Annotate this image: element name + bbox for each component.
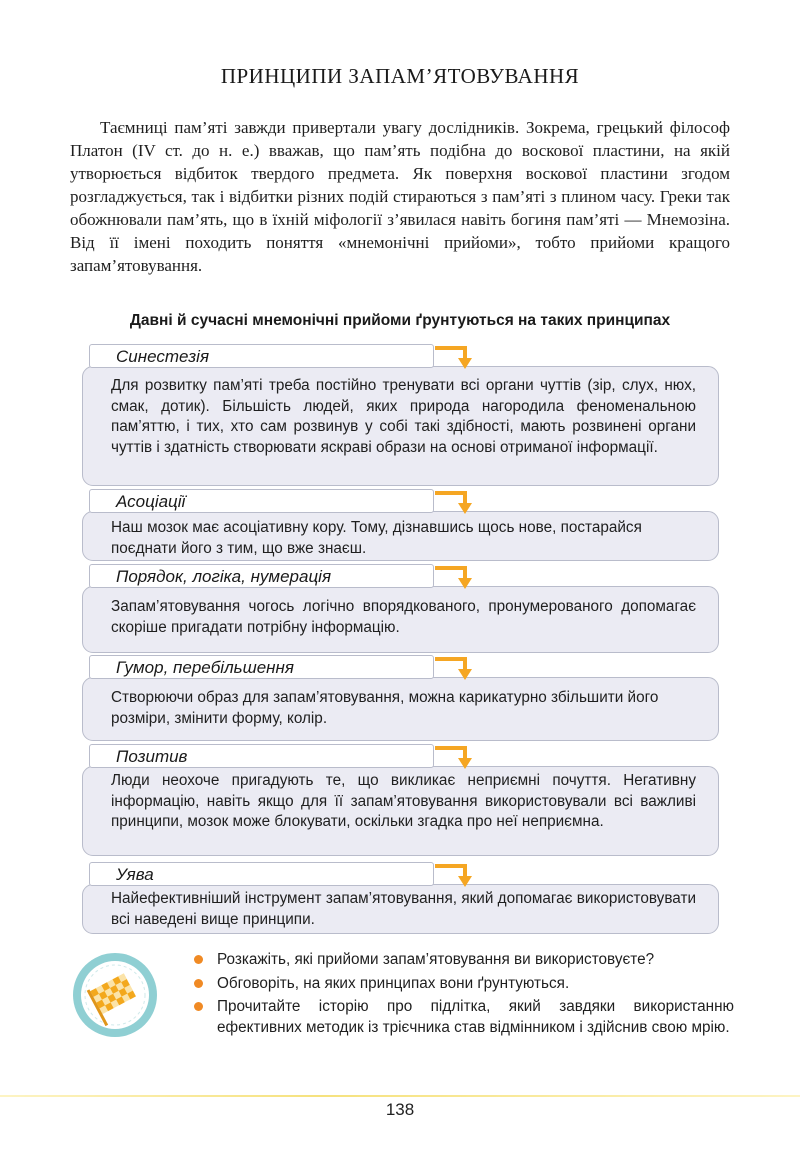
principles-heading: Давні й сучасні мнемонічні прийоми ґрунтуються на таких принципах — [129, 312, 671, 329]
orange-arrow-icon — [435, 565, 475, 591]
discussion-questions — [194, 950, 734, 1041]
question-text: Розкажіть, які прийоми запам’ятовування ви використовуєте? — [217, 951, 655, 968]
principle-text: Створюючи образ для запам’ятовування, можна карикатурно збільшити його розміри, змінити форму, колір. — [82, 677, 719, 741]
list-item — [194, 997, 734, 1038]
principle-text: Найефективніший інструмент запам’ятовування, який допомагає використовувати всі наведені вище принципи. — [82, 884, 719, 934]
checkered-flag-icon — [70, 950, 160, 1040]
footer-divider — [0, 1095, 800, 1097]
principle-text: Для розвитку пам’яті треба постійно тренувати всі органи чуттів (зір, слух, нюх, смак, дотик). Більшість людей, яких природа нагородила феноменальною пам’яттю, і тих, хто сам розвинув у собі такі здібності, мають розвинені органи чуттів і здатність створювати яскраві образи на основі отриманої інформації. — [82, 366, 719, 486]
principle-title: Гумор, перебільшення — [116, 658, 294, 677]
principle-tab — [89, 655, 434, 679]
orange-arrow-icon — [435, 863, 475, 889]
orange-dot-icon — [194, 1002, 203, 1011]
orange-arrow-icon — [435, 345, 475, 371]
question-text: Обговоріть, на яких принципах вони ґрунтуються. — [217, 974, 570, 992]
principle-tab — [89, 564, 434, 588]
intro-paragraph: Таємниці пам’яті завжди привертали увагу дослідників. Зокрема, грецький філософ Платон (IV ст. до н. е.) вважав, що пам’ять подібна до воскової пластини, на якій утворюється відбиток твердого предмета. Як поверхня воскової пластини згодом розгладжується, так і відбитки різних подій стираються з пам’яті з плином часу. Греки так обожнювали пам’ять, що в їхній міфології з’явилася навіть богиня пам’яті — Мнемозіна. Від її імені походить поняття «мнемонічні прийоми», тобто прийоми кращого запам’ятовування. — [70, 118, 730, 275]
orange-dot-icon — [194, 979, 203, 988]
principle-tab — [89, 344, 434, 368]
page-number: 138 — [385, 1100, 415, 1119]
principle-title: Синестезія — [116, 347, 210, 366]
orange-arrow-icon — [435, 490, 475, 516]
principle-title: Порядок, логіка, нумерація — [116, 567, 332, 586]
list-item — [194, 950, 734, 971]
orange-arrow-icon — [435, 745, 475, 771]
orange-dot-icon — [194, 955, 203, 964]
principle-tab — [89, 744, 434, 768]
principle-tab — [89, 862, 434, 886]
orange-arrow-icon — [435, 656, 475, 682]
list-item — [194, 974, 734, 995]
question-text: Прочитайте історію про підлітка, який завдяки використанню ефективних методик із трієчника став відмінником і здійснив свою мрію. — [217, 998, 734, 1036]
principle-title: Уява — [116, 865, 154, 884]
principle-text: Наш мозок має асоціативну кору. Тому, дізнавшись щось нове, постарайся поєднати його з тим, що вже знаєш. — [82, 511, 719, 561]
principle-tab — [89, 489, 434, 513]
principle-title: Асоціації — [116, 492, 186, 511]
principle-text: Люди неохоче пригадують те, що викликає неприємні почуття. Негативну інформацію, навіть якщо для її запам’ятовування використовували всі важливі принципи, мозок може блокувати, оскільки згадка про неї неприємна. — [82, 766, 719, 856]
page-title: ПРИНЦИПИ ЗАПАМ’ЯТОВУВАННЯ — [220, 64, 580, 88]
principle-title: Позитив — [116, 747, 188, 766]
principle-text: Запам’ятовування чогось логічно впорядкованого, пронумерованого допомагає скоріше пригадати потрібну інформацію. — [82, 586, 719, 653]
